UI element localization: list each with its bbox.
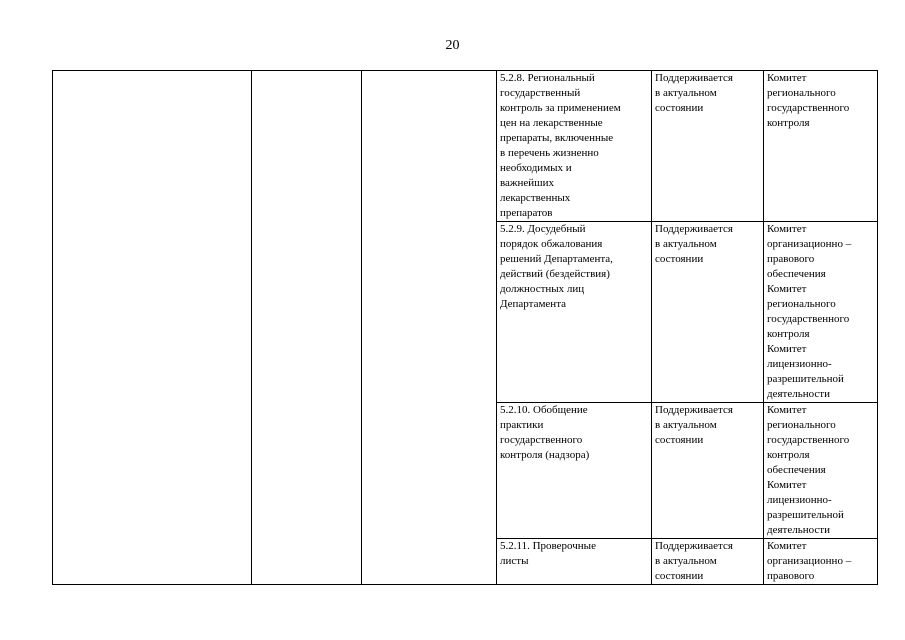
item-text: 5.2.8. Региональный государственный контроль за применением цен на лекарственные препараты, включенные в перечень жизненно необходимых и важнейших лекарственных препаратов (500, 72, 621, 219)
responsible-cell (764, 539, 878, 585)
document-table (52, 70, 878, 585)
responsible-text: Комитет организационно – правового обеспечения Комитет регионального государственного контроля Комитет лицензионно- разрешительной деятельности (767, 223, 852, 400)
page-number: 20 (445, 38, 460, 53)
item-cell (497, 403, 652, 539)
status-cell (652, 403, 764, 539)
status-text: Поддерживается в актуальном состоянии (655, 404, 733, 446)
item-text: 5.2.11. Проверочные листы (500, 540, 596, 567)
responsible-cell (764, 222, 878, 403)
status-text: Поддерживается в актуальном состоянии (655, 223, 733, 265)
empty-cell-col2 (252, 71, 362, 585)
item-cell (497, 71, 652, 222)
item-cell (497, 222, 652, 403)
empty-cell-col3 (362, 71, 497, 585)
status-text: Поддерживается в актуальном состоянии (655, 540, 733, 582)
status-cell (652, 71, 764, 222)
empty-cell-col1 (53, 71, 252, 585)
responsible-cell (764, 71, 878, 222)
item-text: 5.2.10. Обобщение практики государственного контроля (надзора) (500, 404, 590, 461)
responsible-cell (764, 403, 878, 539)
responsible-text: Комитет регионального государственного контроля (767, 72, 850, 129)
responsible-text: Комитет регионального государственного контроля обеспечения Комитет лицензионно- разрешительной деятельности (767, 404, 850, 536)
status-text: Поддерживается в актуальном состоянии (655, 72, 733, 114)
item-text: 5.2.9. Досудебный порядок обжалования решений Департамента, действий (бездействия) должностных лиц Департамента (500, 223, 613, 310)
responsible-text: Комитет организационно – правового (767, 540, 852, 582)
item-cell (497, 539, 652, 585)
status-cell (652, 222, 764, 403)
status-cell (652, 539, 764, 585)
table-row (53, 71, 878, 222)
